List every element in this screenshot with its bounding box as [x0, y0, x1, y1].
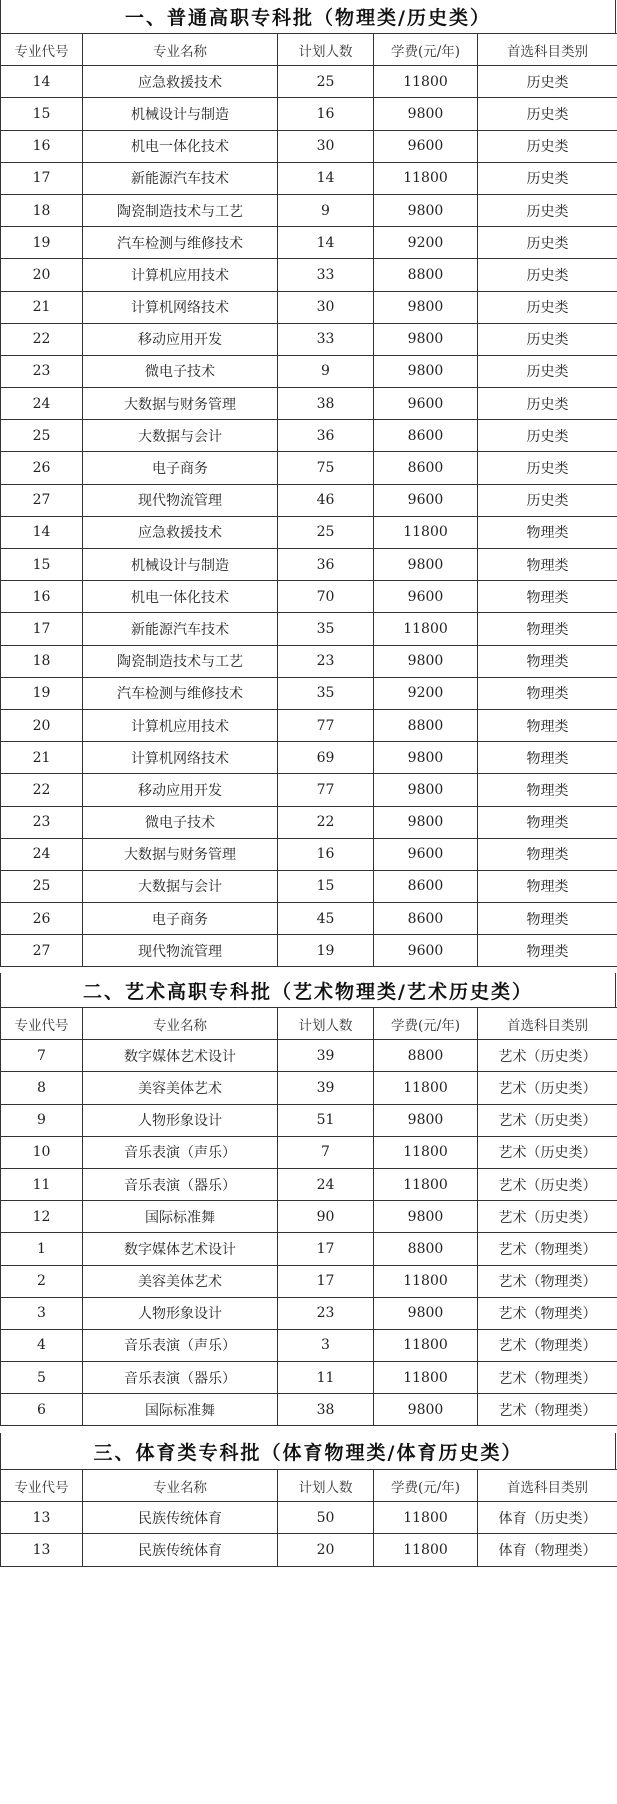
major-name-cell: 数字媒体艺术设计 — [83, 1233, 278, 1265]
tuition-cell: 11800 — [374, 1072, 478, 1104]
plan-count-cell: 39 — [278, 1072, 374, 1104]
tuition-cell: 9200 — [374, 677, 478, 709]
tuition-cell: 8800 — [374, 1233, 478, 1265]
major-name-cell: 新能源汽车技术 — [83, 162, 278, 194]
tuition-cell: 9800 — [374, 1394, 478, 1426]
subject-category-cell: 艺术（历史类） — [478, 1072, 617, 1104]
major-code-cell: 13 — [1, 1534, 83, 1566]
major-name-cell: 音乐表演（器乐） — [83, 1168, 278, 1200]
table-row — [1, 549, 617, 581]
section-title: 三、体育类专科批（体育物理类/体育历史类） — [0, 1433, 616, 1469]
plan-count-cell: 24 — [278, 1168, 374, 1200]
plan-count-cell: 9 — [278, 355, 374, 387]
subject-category-cell: 历史类 — [478, 420, 617, 452]
table-row — [1, 1265, 617, 1297]
major-name-cell: 移动应用开发 — [83, 774, 278, 806]
plan-count-cell: 33 — [278, 259, 374, 291]
major-name-cell: 移动应用开发 — [83, 323, 278, 355]
major-code-cell: 26 — [1, 452, 83, 484]
subject-category-cell: 历史类 — [478, 194, 617, 226]
table-row — [1, 66, 617, 98]
tuition-cell: 9800 — [374, 1297, 478, 1329]
major-name-cell: 计算机应用技术 — [83, 709, 278, 741]
subject-category-cell: 历史类 — [478, 66, 617, 98]
admission-table — [0, 1469, 617, 1567]
plan-count-cell: 19 — [278, 935, 374, 967]
subject-category-cell: 体育（历史类） — [478, 1502, 617, 1534]
major-code-cell: 16 — [1, 581, 83, 613]
subject-category-cell: 物理类 — [478, 581, 617, 613]
table-row — [1, 742, 617, 774]
major-name-cell: 大数据与财务管理 — [83, 838, 278, 870]
admission-table — [0, 1007, 617, 1426]
table-row — [1, 1534, 617, 1566]
major-name-cell: 应急救援技术 — [83, 66, 278, 98]
plan-count-cell: 75 — [278, 452, 374, 484]
major-code-cell: 2 — [1, 1265, 83, 1297]
major-code-cell: 11 — [1, 1168, 83, 1200]
plan-count-cell: 90 — [278, 1201, 374, 1233]
major-code-cell: 20 — [1, 259, 83, 291]
major-name-cell: 应急救援技术 — [83, 516, 278, 548]
column-header-tuition: 学费(元/年) — [374, 34, 478, 66]
subject-category-cell: 历史类 — [478, 259, 617, 291]
tuition-cell: 9600 — [374, 388, 478, 420]
plan-count-cell: 22 — [278, 806, 374, 838]
tuition-cell: 8600 — [374, 903, 478, 935]
subject-category-cell: 艺术（物理类） — [478, 1265, 617, 1297]
tuition-cell: 9600 — [374, 838, 478, 870]
major-code-cell: 22 — [1, 774, 83, 806]
plan-count-cell: 45 — [278, 903, 374, 935]
major-name-cell: 微电子技术 — [83, 806, 278, 838]
column-header-plan-count: 计划人数 — [278, 34, 374, 66]
major-code-cell: 4 — [1, 1329, 83, 1361]
plan-count-cell: 14 — [278, 227, 374, 259]
subject-category-cell: 历史类 — [478, 388, 617, 420]
table-row — [1, 1297, 617, 1329]
major-name-cell: 新能源汽车技术 — [83, 613, 278, 645]
plan-count-cell: 11 — [278, 1362, 374, 1394]
column-header-major-name: 专业名称 — [83, 1008, 278, 1040]
tuition-cell: 9800 — [374, 323, 478, 355]
table-row — [1, 1329, 617, 1361]
major-name-cell: 人物形象设计 — [83, 1104, 278, 1136]
subject-category-cell: 历史类 — [478, 227, 617, 259]
subject-category-cell: 艺术（物理类） — [478, 1394, 617, 1426]
subject-category-cell: 历史类 — [478, 452, 617, 484]
plan-count-cell: 14 — [278, 162, 374, 194]
subject-category-cell: 历史类 — [478, 98, 617, 130]
plan-count-cell: 38 — [278, 388, 374, 420]
table-row — [1, 870, 617, 902]
table-row — [1, 1104, 617, 1136]
subject-category-cell: 物理类 — [478, 774, 617, 806]
major-code-cell: 21 — [1, 291, 83, 323]
column-header-major-code: 专业代号 — [1, 1008, 83, 1040]
major-name-cell: 机电一体化技术 — [83, 130, 278, 162]
major-name-cell: 微电子技术 — [83, 355, 278, 387]
tuition-cell: 9800 — [374, 774, 478, 806]
table-row — [1, 484, 617, 516]
major-name-cell: 音乐表演（声乐） — [83, 1136, 278, 1168]
table-row — [1, 516, 617, 548]
table-row — [1, 806, 617, 838]
tuition-cell: 11800 — [374, 1168, 478, 1200]
major-code-cell: 15 — [1, 549, 83, 581]
subject-category-cell: 体育（物理类） — [478, 1534, 617, 1566]
major-code-cell: 8 — [1, 1072, 83, 1104]
column-header-plan-count: 计划人数 — [278, 1470, 374, 1502]
tuition-cell: 9800 — [374, 98, 478, 130]
plan-count-cell: 50 — [278, 1502, 374, 1534]
plan-count-cell: 23 — [278, 645, 374, 677]
subject-category-cell: 物理类 — [478, 516, 617, 548]
table-row — [1, 291, 617, 323]
column-header-subject-category: 首选科目类别 — [478, 1470, 617, 1502]
table-row — [1, 903, 617, 935]
subject-category-cell: 物理类 — [478, 645, 617, 677]
column-header-major-name: 专业名称 — [83, 34, 278, 66]
major-code-cell: 5 — [1, 1362, 83, 1394]
column-header-major-code: 专业代号 — [1, 34, 83, 66]
major-name-cell: 机电一体化技术 — [83, 581, 278, 613]
subject-category-cell: 艺术（物理类） — [478, 1329, 617, 1361]
tuition-cell: 11800 — [374, 516, 478, 548]
tuition-cell: 9800 — [374, 549, 478, 581]
tuition-cell: 9600 — [374, 130, 478, 162]
major-code-cell: 14 — [1, 66, 83, 98]
table-header-row — [1, 1008, 617, 1040]
tuition-cell: 9800 — [374, 355, 478, 387]
major-name-cell: 陶瓷制造技术与工艺 — [83, 645, 278, 677]
major-code-cell: 25 — [1, 420, 83, 452]
major-name-cell: 国际标准舞 — [83, 1201, 278, 1233]
major-code-cell: 7 — [1, 1040, 83, 1072]
tuition-cell: 9600 — [374, 581, 478, 613]
plan-count-cell: 77 — [278, 774, 374, 806]
tuition-cell: 8600 — [374, 452, 478, 484]
column-header-tuition: 学费(元/年) — [374, 1470, 478, 1502]
column-header-tuition: 学费(元/年) — [374, 1008, 478, 1040]
column-header-plan-count: 计划人数 — [278, 1008, 374, 1040]
major-code-cell: 12 — [1, 1201, 83, 1233]
subject-category-cell: 物理类 — [478, 549, 617, 581]
table-row — [1, 227, 617, 259]
table-row — [1, 130, 617, 162]
major-name-cell: 电子商务 — [83, 452, 278, 484]
tuition-cell: 9200 — [374, 227, 478, 259]
major-code-cell: 27 — [1, 484, 83, 516]
subject-category-cell: 历史类 — [478, 355, 617, 387]
subject-category-cell: 艺术（历史类） — [478, 1136, 617, 1168]
major-code-cell: 23 — [1, 355, 83, 387]
major-name-cell: 现代物流管理 — [83, 935, 278, 967]
tuition-cell: 11800 — [374, 66, 478, 98]
table-row — [1, 1394, 617, 1426]
plan-count-cell: 30 — [278, 130, 374, 162]
major-code-cell: 18 — [1, 645, 83, 677]
tuition-cell: 9800 — [374, 291, 478, 323]
tuition-cell: 8800 — [374, 259, 478, 291]
table-row — [1, 162, 617, 194]
subject-category-cell: 物理类 — [478, 677, 617, 709]
major-name-cell: 美容美体艺术 — [83, 1265, 278, 1297]
subject-category-cell: 历史类 — [478, 162, 617, 194]
major-code-cell: 19 — [1, 227, 83, 259]
tuition-cell: 11800 — [374, 1362, 478, 1394]
tuition-cell: 8600 — [374, 420, 478, 452]
major-code-cell: 20 — [1, 709, 83, 741]
plan-count-cell: 17 — [278, 1265, 374, 1297]
table-row — [1, 838, 617, 870]
major-name-cell: 音乐表演（声乐） — [83, 1329, 278, 1361]
plan-count-cell: 3 — [278, 1329, 374, 1361]
plan-count-cell: 7 — [278, 1136, 374, 1168]
major-code-cell: 23 — [1, 806, 83, 838]
plan-count-cell: 36 — [278, 549, 374, 581]
subject-category-cell: 艺术（历史类） — [478, 1201, 617, 1233]
subject-category-cell: 物理类 — [478, 709, 617, 741]
major-name-cell: 汽车检测与维修技术 — [83, 677, 278, 709]
table-row — [1, 1072, 617, 1104]
major-code-cell: 10 — [1, 1136, 83, 1168]
major-name-cell: 计算机应用技术 — [83, 259, 278, 291]
subject-category-cell: 物理类 — [478, 935, 617, 967]
major-code-cell: 3 — [1, 1297, 83, 1329]
major-name-cell: 汽车检测与维修技术 — [83, 227, 278, 259]
major-name-cell: 机械设计与制造 — [83, 98, 278, 130]
table-row — [1, 581, 617, 613]
major-code-cell: 27 — [1, 935, 83, 967]
plan-count-cell: 39 — [278, 1040, 374, 1072]
major-name-cell: 电子商务 — [83, 903, 278, 935]
major-name-cell: 计算机网络技术 — [83, 742, 278, 774]
subject-category-cell: 历史类 — [478, 484, 617, 516]
table-row — [1, 452, 617, 484]
plan-count-cell: 25 — [278, 66, 374, 98]
tuition-cell: 11800 — [374, 1534, 478, 1566]
table-header-row — [1, 1470, 617, 1502]
table-row — [1, 388, 617, 420]
tuition-cell: 9600 — [374, 935, 478, 967]
major-name-cell: 计算机网络技术 — [83, 291, 278, 323]
subject-category-cell: 艺术（物理类） — [478, 1297, 617, 1329]
major-name-cell: 大数据与会计 — [83, 870, 278, 902]
table-row — [1, 98, 617, 130]
tuition-cell: 8800 — [374, 1040, 478, 1072]
table-row — [1, 1502, 617, 1534]
plan-count-cell: 16 — [278, 838, 374, 870]
major-code-cell: 16 — [1, 130, 83, 162]
major-name-cell: 音乐表演（器乐） — [83, 1362, 278, 1394]
table-row — [1, 935, 617, 967]
tuition-cell: 11800 — [374, 162, 478, 194]
tuition-cell: 9800 — [374, 1104, 478, 1136]
subject-category-cell: 历史类 — [478, 130, 617, 162]
table-row — [1, 1136, 617, 1168]
major-name-cell: 民族传统体育 — [83, 1502, 278, 1534]
major-name-cell: 大数据与会计 — [83, 420, 278, 452]
subject-category-cell: 物理类 — [478, 903, 617, 935]
tuition-cell: 11800 — [374, 1329, 478, 1361]
tuition-cell: 9800 — [374, 742, 478, 774]
major-code-cell: 24 — [1, 388, 83, 420]
plan-count-cell: 15 — [278, 870, 374, 902]
subject-category-cell: 艺术（物理类） — [478, 1233, 617, 1265]
column-header-major-name: 专业名称 — [83, 1470, 278, 1502]
plan-count-cell: 30 — [278, 291, 374, 323]
major-code-cell: 9 — [1, 1104, 83, 1136]
major-code-cell: 21 — [1, 742, 83, 774]
tuition-cell: 11800 — [374, 1136, 478, 1168]
table-row — [1, 709, 617, 741]
tuition-cell: 9800 — [374, 806, 478, 838]
plan-count-cell: 51 — [278, 1104, 374, 1136]
subject-category-cell: 物理类 — [478, 742, 617, 774]
plan-count-cell: 17 — [278, 1233, 374, 1265]
subject-category-cell: 物理类 — [478, 870, 617, 902]
major-name-cell: 人物形象设计 — [83, 1297, 278, 1329]
plan-count-cell: 23 — [278, 1297, 374, 1329]
tuition-cell: 9600 — [374, 484, 478, 516]
major-code-cell: 19 — [1, 677, 83, 709]
major-code-cell: 1 — [1, 1233, 83, 1265]
subject-category-cell: 艺术（历史类） — [478, 1040, 617, 1072]
subject-category-cell: 艺术（物理类） — [478, 1362, 617, 1394]
major-code-cell: 22 — [1, 323, 83, 355]
subject-category-cell: 艺术（历史类） — [478, 1104, 617, 1136]
major-name-cell: 国际标准舞 — [83, 1394, 278, 1426]
major-code-cell: 26 — [1, 903, 83, 935]
table-row — [1, 1201, 617, 1233]
plan-count-cell: 25 — [278, 516, 374, 548]
major-code-cell: 25 — [1, 870, 83, 902]
plan-count-cell: 35 — [278, 613, 374, 645]
major-code-cell: 13 — [1, 1502, 83, 1534]
table-row — [1, 1168, 617, 1200]
plan-count-cell: 9 — [278, 194, 374, 226]
plan-count-cell: 77 — [278, 709, 374, 741]
major-name-cell: 现代物流管理 — [83, 484, 278, 516]
column-header-subject-category: 首选科目类别 — [478, 1008, 617, 1040]
table-row — [1, 645, 617, 677]
section-title: 二、艺术高职专科批（艺术物理类/艺术历史类） — [0, 973, 616, 1007]
table-row — [1, 355, 617, 387]
major-code-cell: 17 — [1, 162, 83, 194]
plan-count-cell: 33 — [278, 323, 374, 355]
tuition-cell: 11800 — [374, 613, 478, 645]
tuition-cell: 11800 — [374, 1502, 478, 1534]
plan-count-cell: 16 — [278, 98, 374, 130]
tuition-cell: 9800 — [374, 1201, 478, 1233]
subject-category-cell: 艺术（历史类） — [478, 1168, 617, 1200]
plan-count-cell: 35 — [278, 677, 374, 709]
table-row — [1, 323, 617, 355]
subject-category-cell: 物理类 — [478, 806, 617, 838]
subject-category-cell: 物理类 — [478, 613, 617, 645]
major-name-cell: 数字媒体艺术设计 — [83, 1040, 278, 1072]
major-name-cell: 民族传统体育 — [83, 1534, 278, 1566]
plan-count-cell: 20 — [278, 1534, 374, 1566]
table-row — [1, 194, 617, 226]
tuition-cell: 8800 — [374, 709, 478, 741]
table-row — [1, 1362, 617, 1394]
plan-count-cell: 38 — [278, 1394, 374, 1426]
tuition-cell: 9800 — [374, 194, 478, 226]
major-code-cell: 14 — [1, 516, 83, 548]
major-code-cell: 17 — [1, 613, 83, 645]
table-row — [1, 613, 617, 645]
table-row — [1, 1233, 617, 1265]
major-name-cell: 美容美体艺术 — [83, 1072, 278, 1104]
subject-category-cell: 历史类 — [478, 291, 617, 323]
plan-count-cell: 46 — [278, 484, 374, 516]
major-code-cell: 15 — [1, 98, 83, 130]
major-code-cell: 24 — [1, 838, 83, 870]
major-name-cell: 陶瓷制造技术与工艺 — [83, 194, 278, 226]
tuition-cell: 9800 — [374, 645, 478, 677]
major-code-cell: 6 — [1, 1394, 83, 1426]
tuition-cell: 8600 — [374, 870, 478, 902]
subject-category-cell: 历史类 — [478, 323, 617, 355]
major-name-cell: 机械设计与制造 — [83, 549, 278, 581]
column-header-major-code: 专业代号 — [1, 1470, 83, 1502]
table-row — [1, 1040, 617, 1072]
plan-count-cell: 70 — [278, 581, 374, 613]
subject-category-cell: 物理类 — [478, 838, 617, 870]
major-name-cell: 大数据与财务管理 — [83, 388, 278, 420]
table-header-row — [1, 34, 617, 66]
column-header-subject-category: 首选科目类别 — [478, 34, 617, 66]
section-title: 一、普通高职专科批（物理类/历史类） — [0, 0, 616, 33]
table-row — [1, 259, 617, 291]
admission-table — [0, 33, 617, 967]
table-row — [1, 774, 617, 806]
plan-count-cell: 69 — [278, 742, 374, 774]
table-row — [1, 420, 617, 452]
plan-count-cell: 36 — [278, 420, 374, 452]
major-code-cell: 18 — [1, 194, 83, 226]
table-row — [1, 677, 617, 709]
tuition-cell: 11800 — [374, 1265, 478, 1297]
